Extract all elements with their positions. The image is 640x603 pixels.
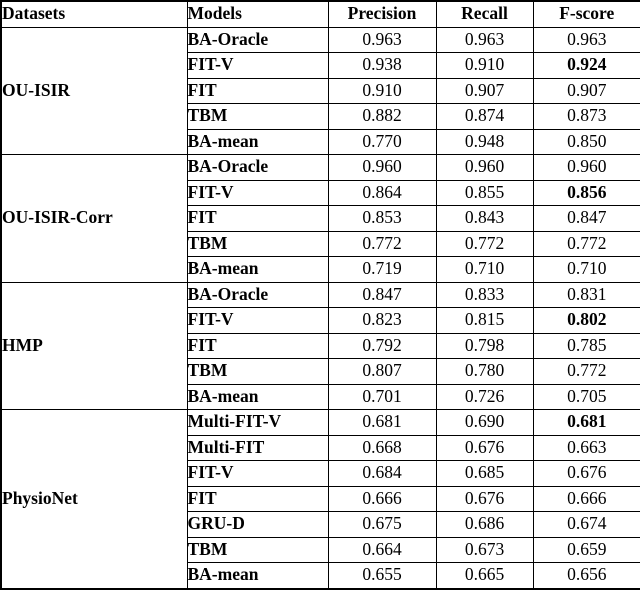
fscore-cell: 0.710 [533, 257, 640, 283]
model-name-cell: FIT [187, 78, 328, 104]
precision-cell: 0.684 [328, 461, 436, 487]
recall-cell: 0.855 [436, 180, 533, 206]
recall-cell: 0.874 [436, 104, 533, 130]
model-name-cell: FIT [187, 206, 328, 232]
precision-cell: 0.701 [328, 384, 436, 410]
table-row [1, 27, 640, 53]
model-name-cell: Multi-FIT [187, 435, 328, 461]
precision-cell: 0.882 [328, 104, 436, 130]
precision-cell: 0.853 [328, 206, 436, 232]
recall-cell: 0.910 [436, 53, 533, 79]
fscore-cell: 0.772 [533, 231, 640, 257]
precision-cell: 0.668 [328, 435, 436, 461]
precision-cell: 0.772 [328, 231, 436, 257]
column-header-fscore: F-score [533, 1, 640, 27]
fscore-cell: 0.705 [533, 384, 640, 410]
precision-cell: 0.719 [328, 257, 436, 283]
fscore-cell: 0.676 [533, 461, 640, 487]
fscore-cell: 0.856 [533, 180, 640, 206]
dataset-name-cell: HMP [1, 282, 187, 410]
recall-cell: 0.690 [436, 410, 533, 436]
recall-cell: 0.685 [436, 461, 533, 487]
recall-cell: 0.726 [436, 384, 533, 410]
model-name-cell: TBM [187, 104, 328, 130]
precision-cell: 0.864 [328, 180, 436, 206]
model-name-cell: GRU-D [187, 512, 328, 538]
precision-cell: 0.675 [328, 512, 436, 538]
model-name-cell: FIT-V [187, 461, 328, 487]
model-name-cell: BA-mean [187, 129, 328, 155]
model-name-cell: BA-Oracle [187, 282, 328, 308]
fscore-cell: 0.802 [533, 308, 640, 334]
table-row [1, 410, 640, 436]
table-header-row [1, 1, 640, 27]
model-name-cell: BA-Oracle [187, 27, 328, 53]
fscore-cell: 0.674 [533, 512, 640, 538]
recall-cell: 0.665 [436, 563, 533, 589]
fscore-cell: 0.785 [533, 333, 640, 359]
model-name-cell: FIT [187, 486, 328, 512]
dataset-name-cell: OU-ISIR [1, 27, 187, 155]
column-header-datasets: Datasets [1, 1, 187, 27]
model-name-cell: FIT-V [187, 180, 328, 206]
precision-cell: 0.655 [328, 563, 436, 589]
model-name-cell: TBM [187, 359, 328, 385]
recall-cell: 0.833 [436, 282, 533, 308]
dataset-name-cell: PhysioNet [1, 410, 187, 589]
model-name-cell: BA-mean [187, 563, 328, 589]
fscore-cell: 0.960 [533, 155, 640, 181]
column-header-recall: Recall [436, 1, 533, 27]
recall-cell: 0.676 [436, 435, 533, 461]
precision-cell: 0.910 [328, 78, 436, 104]
model-name-cell: TBM [187, 537, 328, 563]
precision-cell: 0.792 [328, 333, 436, 359]
fscore-cell: 0.963 [533, 27, 640, 53]
column-header-precision: Precision [328, 1, 436, 27]
model-name-cell: Multi-FIT-V [187, 410, 328, 436]
recall-cell: 0.948 [436, 129, 533, 155]
precision-cell: 0.664 [328, 537, 436, 563]
recall-cell: 0.780 [436, 359, 533, 385]
fscore-cell: 0.772 [533, 359, 640, 385]
fscore-cell: 0.907 [533, 78, 640, 104]
recall-cell: 0.798 [436, 333, 533, 359]
table-header [1, 1, 640, 27]
table-row [1, 282, 640, 308]
recall-cell: 0.710 [436, 257, 533, 283]
precision-cell: 0.963 [328, 27, 436, 53]
recall-cell: 0.960 [436, 155, 533, 181]
fscore-cell: 0.873 [533, 104, 640, 130]
precision-cell: 0.681 [328, 410, 436, 436]
precision-cell: 0.960 [328, 155, 436, 181]
column-header-models: Models [187, 1, 328, 27]
recall-cell: 0.843 [436, 206, 533, 232]
model-name-cell: TBM [187, 231, 328, 257]
fscore-cell: 0.659 [533, 537, 640, 563]
recall-cell: 0.686 [436, 512, 533, 538]
recall-cell: 0.676 [436, 486, 533, 512]
precision-cell: 0.938 [328, 53, 436, 79]
fscore-cell: 0.850 [533, 129, 640, 155]
dataset-name-cell: OU-ISIR-Corr [1, 155, 187, 283]
fscore-cell: 0.924 [533, 53, 640, 79]
precision-cell: 0.847 [328, 282, 436, 308]
table-body [1, 27, 640, 589]
recall-cell: 0.673 [436, 537, 533, 563]
model-name-cell: BA-mean [187, 257, 328, 283]
recall-cell: 0.907 [436, 78, 533, 104]
fscore-cell: 0.847 [533, 206, 640, 232]
recall-cell: 0.963 [436, 27, 533, 53]
model-name-cell: FIT-V [187, 308, 328, 334]
recall-cell: 0.815 [436, 308, 533, 334]
fscore-cell: 0.831 [533, 282, 640, 308]
model-name-cell: BA-Oracle [187, 155, 328, 181]
precision-cell: 0.770 [328, 129, 436, 155]
model-name-cell: FIT [187, 333, 328, 359]
recall-cell: 0.772 [436, 231, 533, 257]
table-row [1, 155, 640, 181]
precision-cell: 0.823 [328, 308, 436, 334]
fscore-cell: 0.656 [533, 563, 640, 589]
model-name-cell: BA-mean [187, 384, 328, 410]
precision-cell: 0.666 [328, 486, 436, 512]
precision-cell: 0.807 [328, 359, 436, 385]
fscore-cell: 0.663 [533, 435, 640, 461]
fscore-cell: 0.666 [533, 486, 640, 512]
model-name-cell: FIT-V [187, 53, 328, 79]
fscore-cell: 0.681 [533, 410, 640, 436]
